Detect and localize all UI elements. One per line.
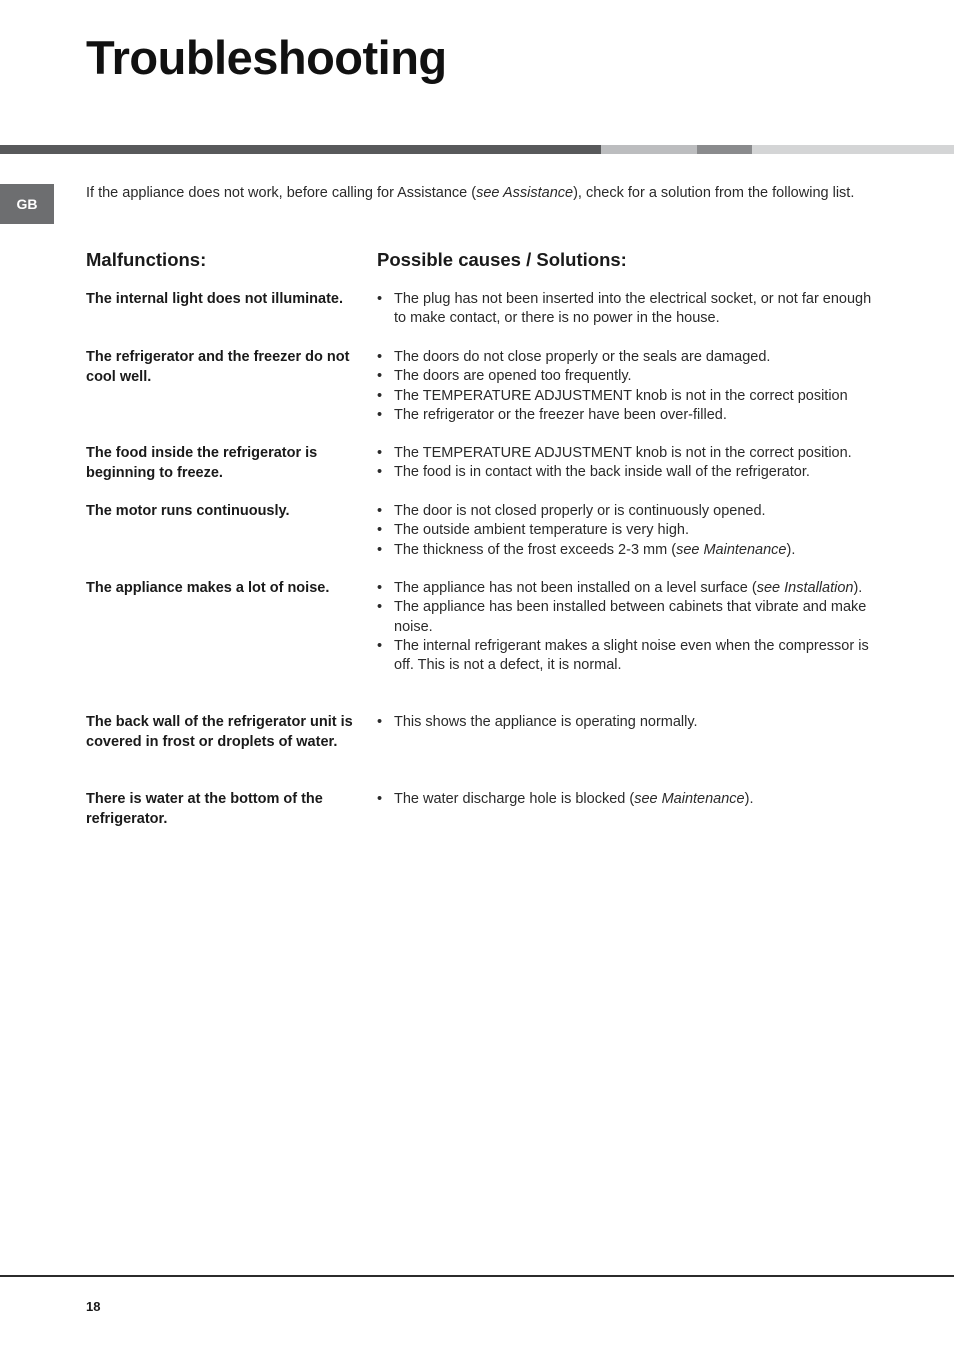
- malfunctions-heading: Malfunctions:: [86, 249, 207, 270]
- cause-text: The thickness of the frost exceeds 2-3 mm (: [394, 541, 677, 558]
- cause-tail: ).: [744, 791, 754, 807]
- cause-text: The food is in contact with the back inside wall of the refrigerator.: [394, 464, 810, 481]
- bullet-icon: •: [377, 368, 383, 385]
- cause-item: [377, 387, 887, 406]
- bullet-icon: •: [377, 291, 383, 307]
- causes-list: [377, 444, 887, 483]
- causes-list: [377, 348, 887, 425]
- bullet-icon: •: [377, 637, 383, 654]
- cause-item: [377, 598, 887, 637]
- bullet-icon: •: [377, 714, 383, 730]
- cause-text: The internal refrigerant makes a slight noise even when the compressor is off. This is not a defect, it is normal.: [394, 637, 869, 674]
- cause-text: The TEMPERATURE ADJUSTMENT knob is not in the correct position.: [394, 445, 852, 461]
- intro-text: [86, 185, 926, 201]
- cause-text: The door is not closed properly or is continuously opened.: [394, 503, 766, 519]
- cause-text: The outside ambient temperature is very high.: [394, 522, 689, 539]
- cause-reference: see Maintenance: [676, 541, 787, 558]
- cause-item: [377, 637, 887, 676]
- causes-list: [377, 290, 887, 329]
- cause-item: [377, 406, 887, 425]
- cause-tail: ).: [786, 541, 796, 558]
- header-stripe-light: [601, 145, 697, 154]
- cause-reference: see Installation: [756, 580, 854, 596]
- footer-rule: [0, 1275, 954, 1277]
- cause-text: The TEMPERATURE ADJUSTMENT knob is not in the correct position: [394, 387, 848, 404]
- cause-text: The doors do not close properly or the seals are damaged.: [394, 349, 771, 365]
- malfunction-label: The food inside the refrigerator is beginning to freeze.: [86, 445, 318, 481]
- header-stripe-pale: [752, 145, 954, 154]
- bullet-icon: •: [377, 349, 383, 365]
- cause-item: [377, 348, 887, 367]
- cause-item: [377, 502, 887, 521]
- cause-text: The doors are opened too frequently.: [394, 368, 632, 385]
- cause-item: [377, 579, 887, 598]
- cause-tail: ).: [853, 580, 863, 596]
- bullet-icon: •: [377, 503, 383, 519]
- cause-item: [377, 541, 887, 560]
- cause-reference: see Maintenance: [634, 791, 745, 807]
- bullet-icon: •: [377, 406, 383, 423]
- cause-item: [377, 290, 887, 329]
- cause-text: The appliance has not been installed on a level surface (: [394, 580, 757, 596]
- malfunction-label: The motor runs continuously.: [86, 503, 290, 519]
- causes-list: [377, 579, 887, 675]
- page-title: Troubleshooting: [86, 31, 447, 84]
- cause-item: [377, 790, 887, 809]
- language-tab: GB: [0, 184, 54, 224]
- malfunction-label: The internal light does not illuminate.: [86, 291, 343, 307]
- cause-text: The water discharge hole is blocked (: [394, 791, 635, 807]
- causes-list: [377, 502, 887, 560]
- cause-text: The plug has not been inserted into the electrical socket, or not far enough to make contact, or there is no power in the house.: [394, 291, 872, 327]
- cause-text: This shows the appliance is operating normally.: [394, 714, 698, 730]
- cause-item: [377, 444, 887, 463]
- intro-reference: see Assistance: [476, 185, 574, 201]
- bullet-icon: •: [377, 464, 383, 481]
- bullet-icon: •: [377, 599, 383, 616]
- header-stripe-mid: [697, 145, 752, 154]
- malfunction-label: The back wall of the refrigerator unit is covered in frost or droplets of water.: [86, 714, 353, 750]
- intro-before: If the appliance does not work, before calling for Assistance (: [86, 185, 477, 201]
- malfunction-label: The refrigerator and the freezer do not cool well.: [86, 349, 350, 385]
- bullet-icon: •: [377, 387, 383, 404]
- cause-item: [377, 367, 887, 386]
- intro-after: ), check for a solution from the following list.: [573, 185, 855, 201]
- cause-text: The refrigerator or the freezer have been over-filled.: [394, 406, 727, 423]
- causes-heading: Possible causes / Solutions:: [377, 249, 627, 270]
- bullet-icon: •: [377, 445, 383, 461]
- cause-item: [377, 463, 887, 482]
- bullet-icon: •: [377, 522, 383, 539]
- causes-list: [377, 790, 887, 809]
- cause-item: [377, 521, 887, 540]
- page-number: 18: [86, 1299, 101, 1314]
- cause-text: The appliance has been installed between cabinets that vibrate and make noise.: [394, 599, 867, 635]
- malfunction-label: There is water at the bottom of the refrigerator.: [86, 791, 323, 827]
- causes-list: [377, 713, 887, 732]
- cause-item: [377, 713, 887, 732]
- bullet-icon: •: [377, 541, 383, 558]
- bullet-icon: •: [377, 580, 383, 596]
- bullet-icon: •: [377, 791, 383, 807]
- malfunction-label: The appliance makes a lot of noise.: [86, 580, 330, 596]
- header-stripe-dark: [0, 145, 601, 154]
